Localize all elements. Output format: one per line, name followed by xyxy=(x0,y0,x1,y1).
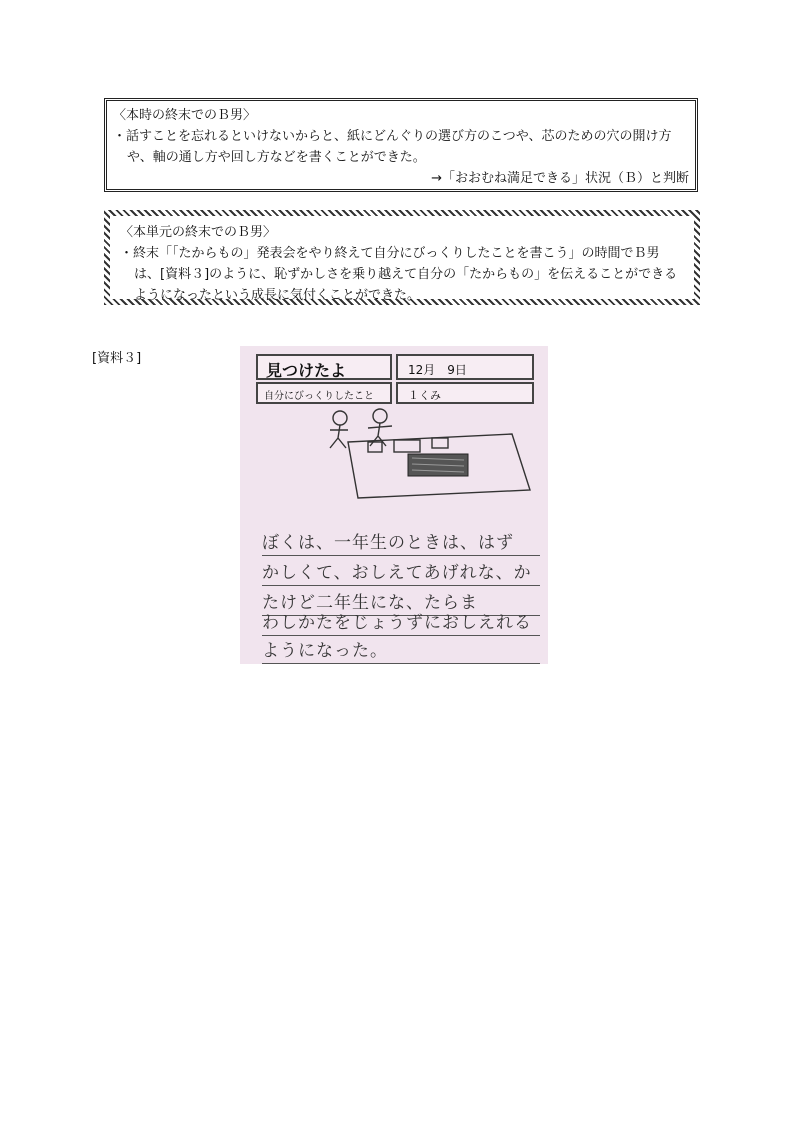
handwritten-line: ぼくは、一年生のときは、はず xyxy=(262,528,540,556)
figure-label: [資料３] xyxy=(92,351,142,366)
lesson-end-judgement: →「おおむね満足できる」状況（Ｂ）と判断 xyxy=(431,171,689,186)
worksheet-date: 12月 9日 xyxy=(396,354,534,380)
worksheet-class: １くみ xyxy=(396,382,534,404)
lesson-end-text: ・話すことを忘れるといけないからと、紙にどんぐりの選び方のこつや、芯のための穴の開け方や、軸の通し方や回し方などを書くことができた。 xyxy=(113,129,672,165)
lesson-end-heading: 〈本時の終末でのＢ男〉 xyxy=(113,108,257,123)
handwritten-line: わしかたをじょうずにおしえれる xyxy=(262,608,540,636)
handwritten-line: かしくて、おしえてあげれな、か xyxy=(262,558,540,586)
worksheet-image xyxy=(240,346,548,664)
unit-end-box xyxy=(104,210,700,305)
worksheet-title: 見つけたよ xyxy=(256,354,392,380)
handwritten-line: たけど二年生にな、たらま xyxy=(262,588,540,616)
handwritten-line: ようになった。 xyxy=(262,636,540,664)
worksheet-subtitle: 自分にびっくりしたこと xyxy=(256,382,392,404)
drawing-children xyxy=(330,409,392,448)
unit-end-heading: 〈本単元の終末でのＢ男〉 xyxy=(120,225,277,240)
child-drawing xyxy=(324,408,534,504)
unit-end-text: ・終末「「たからもの」発表会をやり終えて自分にびっくりしたことを書こう」の時間でＢ男は、[資料３]のように、恥ずかしさを乗り越えて自分の「たからもの」を伝えることができるようになったという成長に気付くことができた。 xyxy=(120,246,678,303)
lesson-end-box xyxy=(104,98,698,192)
